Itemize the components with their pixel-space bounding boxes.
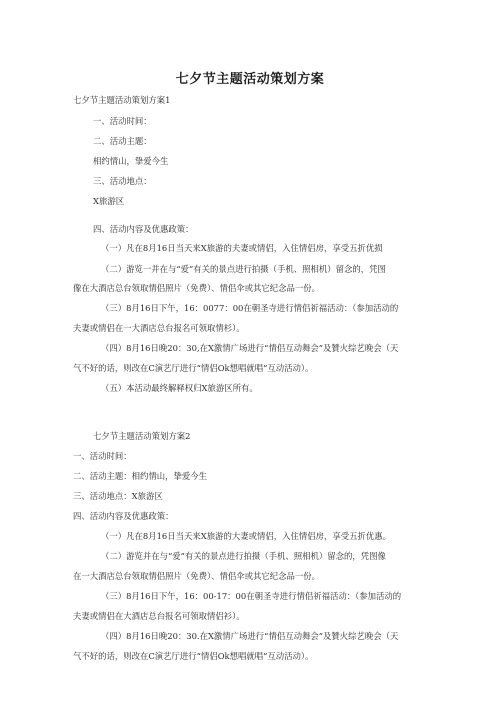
plan-2-item-4-cont: 气不好的话，则改在C演艺厅进行“情侣Ok想唱就唱”互动活动）。 — [73, 651, 314, 661]
item-4-cont: 气不好的话，则改在C演艺厅进行“情侣Ok想唱就唱”互动活动）。 — [73, 363, 314, 373]
section-time: 一、活动时间： — [93, 116, 152, 126]
section-theme: 二、活动主题： — [93, 136, 152, 146]
document-title: 七夕节主题活动策划方案 — [175, 72, 325, 87]
item-4: （四）8月16日晚20：30,在X激情广场进行“情侣互动舞会”及贊火综艺晚会（天 — [101, 343, 399, 353]
item-5: （五）本活动最终解释权归X旅游区所有。 — [101, 383, 258, 393]
plan-2-item-4: （四）8月16日晚20：30.在X激情广场进行“情侣互动舞会”及贊火综艺晚会（天 — [101, 631, 399, 641]
plan-2-section-theme: 二、活动主题：相约情山，挚爱今生 — [73, 471, 207, 481]
item-3-cont: 夫妻或情侣在一大酒店总台报名可领取情杉）。 — [73, 323, 245, 333]
section-location: 三、活动地点： — [93, 176, 152, 186]
theme-text: 相约情山，挚爱今生 — [93, 156, 169, 166]
plan-1-heading: 七夕节主题活动策划方案1 — [73, 95, 171, 105]
plan-2-heading: 七夕节主题活动策划方案2 — [93, 431, 191, 441]
plan-2-item-3-cont: 夫妻或情侣在大酒店总台报名可领取情侣衫）。 — [73, 611, 245, 621]
plan-2-section-content: 四、活动内容及优惠政策： — [73, 511, 174, 521]
item-2-cont: 像在大酒店总台领取情侣照片（免费）、情侣伞或其它纪念品一份。 — [73, 283, 321, 293]
plan-2-section-location: 三、活动地点：X旅游区 — [73, 491, 163, 501]
plan-2-item-3: （三）8月16日下午，16：00-17：00在朝圣寺进行情侣祈福活动：（参加活动的 — [101, 591, 402, 601]
item-1: （一）凡在8月16日当天来X旅游的夫妻或情侣，入住情侣房，享受五折优损 — [101, 243, 383, 253]
plan-2-item-2-cont: 在一大酒店总台领取情侣照片（免费）、情侣伞或其它纪念品一份。 — [73, 571, 321, 581]
item-2: （二）游览一并在与“爱”有关的景点进行拍摄（手机、照相机）留念的，凭图 — [101, 264, 386, 274]
plan-2-item-2: （二）游览并在与“爱”有关的景点进行拍摄（手机、照相机）留念的，凭图像 — [101, 551, 386, 561]
section-content: 四、活动内容及优惠政策： — [93, 224, 194, 234]
plan-2-item-1: （一）凡在8月16日当天来X旅游的大妻或情侣，入住情侣房，享受五折优惠。 — [101, 531, 391, 541]
item-3: （三）8月16日下午，16：0077：00在朝圣寺进行情侣祈福活动：（参加活动的 — [101, 303, 399, 313]
plan-2-section-time: 一、活动时间： — [73, 451, 132, 461]
location-text: X旅游区 — [93, 196, 125, 206]
